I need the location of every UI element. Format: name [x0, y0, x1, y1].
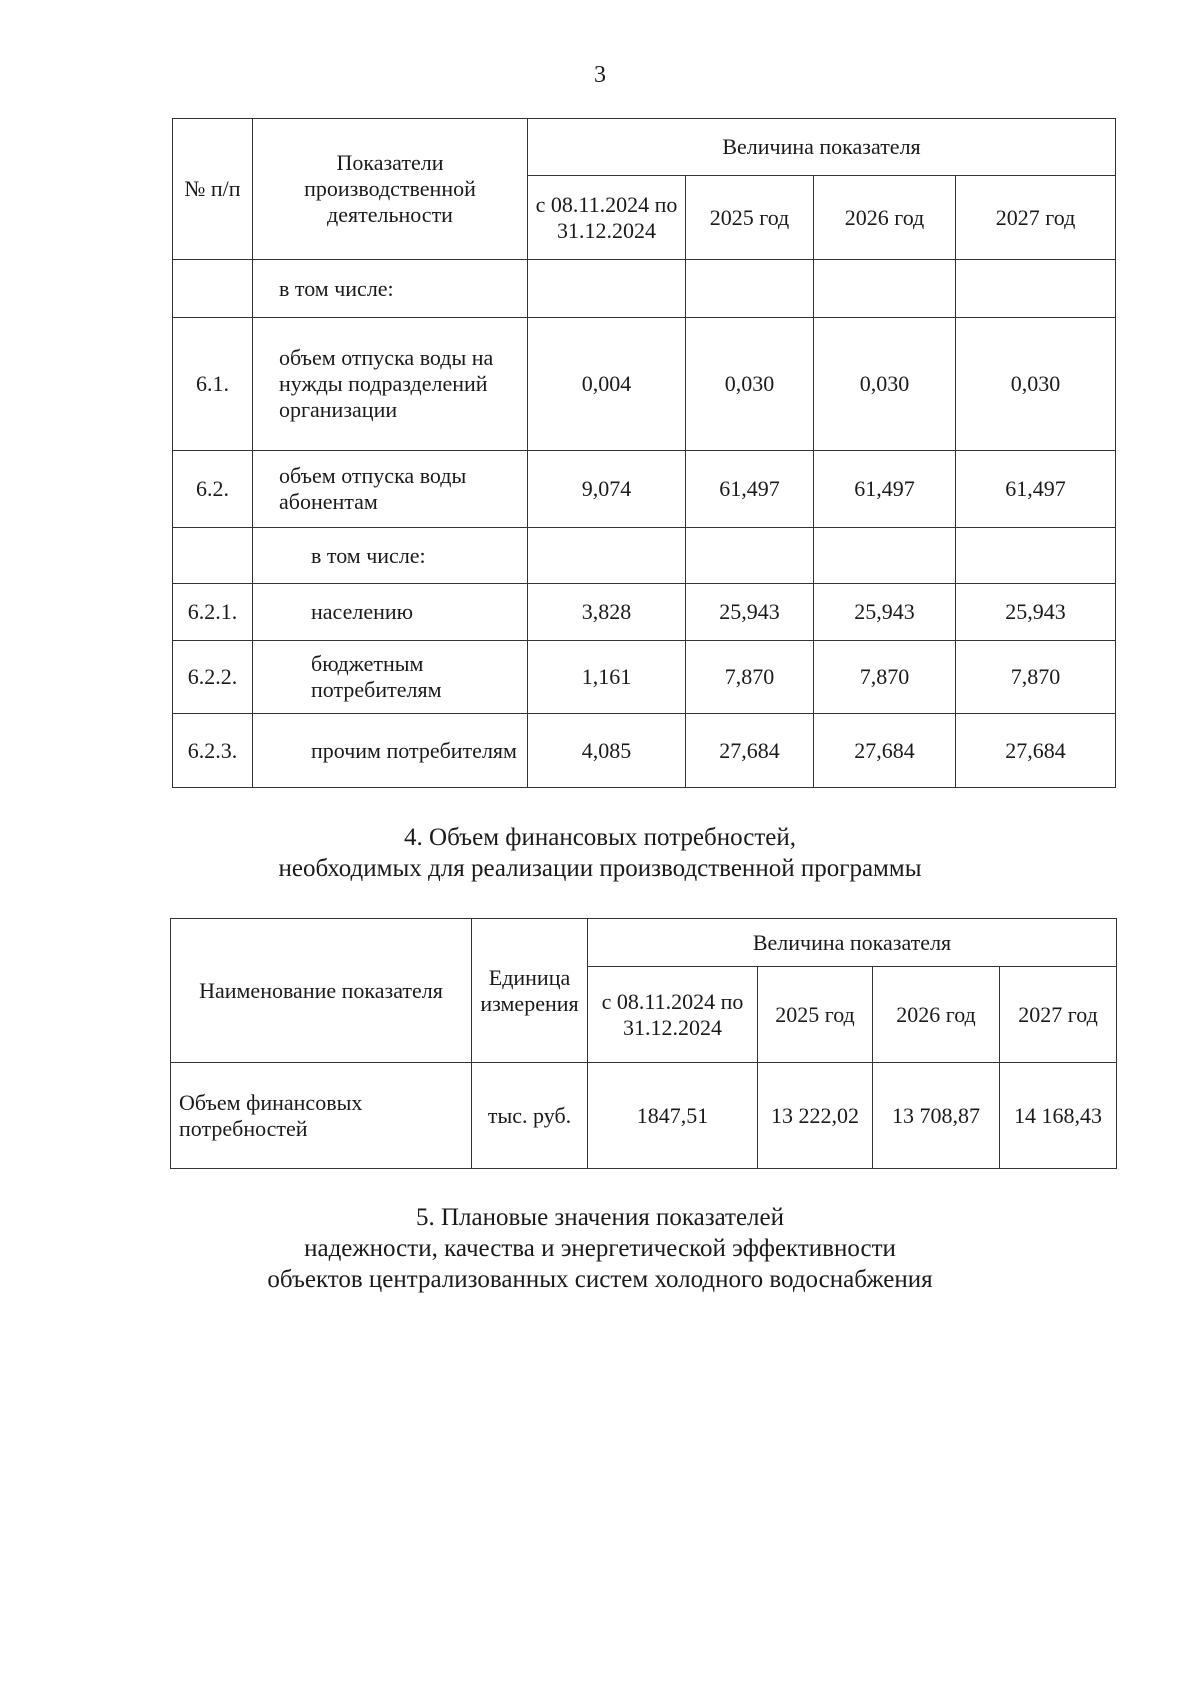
header-period: 2026 год: [873, 967, 1000, 1063]
section-5-line: надежности, качества и энергетической эффективности: [304, 1235, 896, 1262]
row-name: Объем финансовых потребностей: [171, 1063, 472, 1169]
table-row: [173, 641, 1116, 714]
row-label: населению: [253, 584, 528, 641]
header-period: 2027 год: [1000, 967, 1117, 1063]
header-value-group: Величина показателя: [588, 919, 1117, 967]
row-value: [686, 260, 814, 318]
row-value: [528, 528, 686, 584]
row-label: в том числе:: [253, 260, 528, 318]
row-label: в том числе:: [253, 528, 528, 584]
header-unit: Единица измерения: [472, 919, 588, 1063]
row-value: [528, 260, 686, 318]
section-5-line: 5. Плановые значения показателей: [415, 1204, 785, 1231]
table-row: [173, 260, 1116, 318]
table-row: [173, 451, 1116, 528]
row-num: 6.2.1.: [173, 584, 253, 641]
row-value: 7,870: [814, 641, 956, 714]
row-value: 3,828: [528, 584, 686, 641]
row-value: 27,684: [686, 714, 814, 788]
row-value: 1,161: [528, 641, 686, 714]
row-unit: тыс. руб.: [472, 1063, 588, 1169]
page-number: 3: [594, 62, 606, 88]
row-value: 9,074: [528, 451, 686, 528]
header-period: 2027 год: [956, 176, 1116, 260]
table-row: [173, 584, 1116, 641]
row-value: [956, 260, 1116, 318]
row-value: 0,004: [528, 318, 686, 451]
production-indicators-table: [172, 118, 1116, 788]
row-value: [814, 528, 956, 584]
row-value: [686, 528, 814, 584]
row-value: 4,085: [528, 714, 686, 788]
header-value-group: Величина показателя: [528, 119, 1116, 176]
row-value: 61,497: [686, 451, 814, 528]
row-value: 25,943: [956, 584, 1116, 641]
row-value: 14 168,43: [1000, 1063, 1117, 1169]
row-value: 61,497: [956, 451, 1116, 528]
row-value: 7,870: [956, 641, 1116, 714]
header-period: с 08.11.2024 по 31.12.2024: [528, 176, 686, 260]
row-value: 61,497: [814, 451, 956, 528]
row-value: 25,943: [814, 584, 956, 641]
row-value: 27,684: [956, 714, 1116, 788]
row-label: бюджетным потребителям: [253, 641, 528, 714]
row-value: 13 708,87: [873, 1063, 1000, 1169]
row-value: 0,030: [956, 318, 1116, 451]
row-label: прочим потребителям: [253, 714, 528, 788]
table-row: [171, 1063, 1117, 1169]
row-value: 0,030: [686, 318, 814, 451]
section-4-line: 4. Объем финансовых потребностей,: [404, 824, 796, 851]
row-label: объем отпуска воды на нужды подразделений организации: [253, 318, 528, 451]
row-value: 7,870: [686, 641, 814, 714]
header-period: 2025 год: [758, 967, 873, 1063]
section-4-heading: [0, 822, 1200, 884]
row-label: объем отпуска воды абонентам: [253, 451, 528, 528]
section-5-heading: [0, 1202, 1200, 1295]
row-num: [173, 528, 253, 584]
header-indicator: Показатели производственной деятельности: [253, 119, 528, 260]
row-value: [814, 260, 956, 318]
section-5-line: объектов централизованных систем холодного водоснабжения: [267, 1266, 933, 1293]
row-num: 6.2.3.: [173, 714, 253, 788]
row-num: 6.2.2.: [173, 641, 253, 714]
row-value: [956, 528, 1116, 584]
section-4-line: необходимых для реализации производственной программы: [278, 855, 922, 882]
table-row: [173, 528, 1116, 584]
header-num: № п/п: [173, 119, 253, 260]
table-row: [173, 318, 1116, 451]
row-num: 6.2.: [173, 451, 253, 528]
header-name: Наименование показателя: [171, 919, 472, 1063]
financial-needs-table: [170, 918, 1117, 1169]
row-value: 13 222,02: [758, 1063, 873, 1169]
row-value: 25,943: [686, 584, 814, 641]
row-value: 0,030: [814, 318, 956, 451]
header-period: 2025 год: [686, 176, 814, 260]
row-value: 27,684: [814, 714, 956, 788]
table-row: [173, 714, 1116, 788]
header-period: с 08.11.2024 по 31.12.2024: [588, 967, 758, 1063]
row-num: [173, 260, 253, 318]
row-num: 6.1.: [173, 318, 253, 451]
header-period: 2026 год: [814, 176, 956, 260]
row-value: 1847,51: [588, 1063, 758, 1169]
